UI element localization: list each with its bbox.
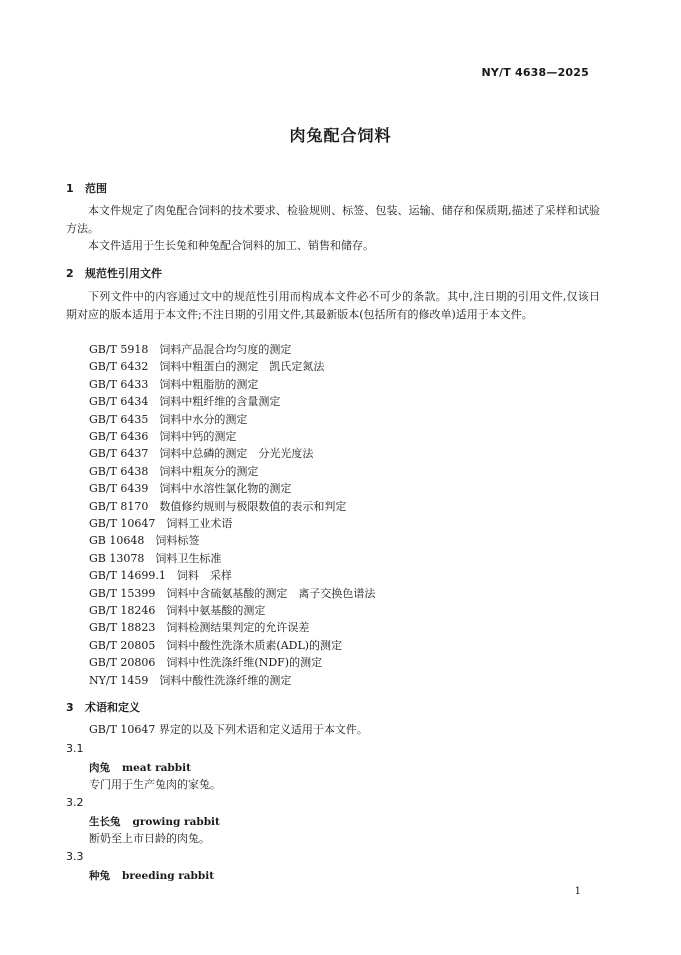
reference-code: GB 13078 xyxy=(89,551,145,565)
reference-item xyxy=(89,587,375,601)
page-number: 1 xyxy=(574,886,581,897)
reference-code: GB/T 10647 xyxy=(89,517,156,530)
term-number: 3.3 xyxy=(66,850,84,863)
reference-code: GB/T 20806 xyxy=(89,656,156,670)
reference-code: GB/T 6432 xyxy=(89,360,149,374)
reference-title: 饲料中含硫氨基酸的测定 离子交换色谱法 xyxy=(166,586,376,600)
reference-code: GB/T 6435 xyxy=(89,412,149,426)
reference-title: 饲料中钙的测定 xyxy=(159,430,237,443)
term-name-en: growing rabbit xyxy=(132,816,220,828)
reference-item xyxy=(89,656,322,670)
term-definition: 专门用于生产兔肉的家兔。 xyxy=(89,778,221,791)
terms-intro: GB/T 10647 界定的以及下列术语和定义适用于本文件。 xyxy=(89,723,368,736)
term-number: 3.1 xyxy=(66,742,84,755)
reference-code: GB/T 18823 xyxy=(89,621,156,635)
term-number: 3.2 xyxy=(66,796,84,809)
section-3-title: 术语和定义 xyxy=(85,701,140,714)
normative-references-intro: 下列文件中的内容通过文中的规范性引用而构成本文件必不可少的条款。其中,注日期的引用文件,仅该日期对应的版本适用于本文件;不注日期的引用文件,其最新版本(包括所有的修改单)适用于本文件。 xyxy=(66,290,600,321)
reference-item xyxy=(89,621,309,635)
reference-code: GB/T 6434 xyxy=(89,395,149,409)
reference-title: 饲料中粗纤维的含量测定 xyxy=(159,395,281,409)
term-name-en: breeding rabbit xyxy=(122,870,215,882)
term-name-en: meat rabbit xyxy=(122,762,191,774)
reference-title: 饲料中氨基酸的测定 xyxy=(166,604,266,617)
reference-item xyxy=(89,378,258,392)
reference-code: GB/T 8170 xyxy=(89,499,149,513)
reference-title: 数值修约规则与极限数值的表示和判定 xyxy=(159,499,347,513)
reference-title: 饲料中水分的测定 xyxy=(159,412,248,426)
reference-title: 饲料中性洗涤纤维(NDF)的测定 xyxy=(166,656,323,670)
reference-code: GB/T 6437 xyxy=(89,447,149,461)
reference-item xyxy=(89,639,342,653)
scope-paragraph-2: 本文件适用于生长兔和种兔配合饲料的加工、销售和储存。 xyxy=(88,239,374,252)
term-name xyxy=(89,760,191,775)
reference-title: 饲料工业术语 xyxy=(166,517,233,530)
reference-item xyxy=(89,482,291,496)
reference-code: GB/T 18246 xyxy=(89,604,156,617)
section-3-heading xyxy=(66,699,140,715)
reference-code: GB/T 6433 xyxy=(89,377,149,391)
section-2-title: 规范性引用文件 xyxy=(85,267,162,280)
reference-code: GB/T 6438 xyxy=(89,464,149,478)
reference-item xyxy=(89,360,324,374)
reference-item xyxy=(89,674,291,688)
section-2-number: 2 xyxy=(66,267,74,280)
reference-item xyxy=(89,552,221,566)
reference-item xyxy=(89,413,247,427)
reference-title: 饲料产品混合均匀度的测定 xyxy=(159,343,292,356)
reference-code: GB 10648 xyxy=(89,534,145,548)
reference-title: 饲料中粗蛋白的测定 凯氏定氮法 xyxy=(159,360,325,374)
reference-title: 饲料中酸性洗涤纤维的测定 xyxy=(159,673,292,687)
scope-paragraph-1: 本文件规定了肉兔配合饲料的技术要求、检验规则、标签、包装、运输、储存和保质期,描述了采样和试验方法。 xyxy=(66,204,600,235)
reference-item xyxy=(89,395,280,409)
reference-title: 饲料检测结果判定的允许误差 xyxy=(166,621,310,635)
reference-item xyxy=(89,604,265,618)
reference-code: GB/T 6439 xyxy=(89,482,149,496)
reference-title: 饲料标签 xyxy=(155,534,200,548)
reference-code: GB/T 14699.1 xyxy=(89,569,166,583)
section-1-title: 范围 xyxy=(85,182,107,195)
section-1-number: 1 xyxy=(66,182,74,195)
reference-item xyxy=(89,343,291,357)
reference-item xyxy=(89,500,346,514)
section-1-heading xyxy=(66,180,107,196)
reference-code: GB/T 20805 xyxy=(89,638,156,652)
reference-code: NY/T 1459 xyxy=(89,673,149,687)
reference-title: 饲料中水溶性氯化物的测定 xyxy=(159,482,292,496)
reference-code: GB/T 15399 xyxy=(89,586,156,600)
reference-title: 饲料中粗脂肪的测定 xyxy=(159,377,259,391)
reference-title: 饲料 采样 xyxy=(176,569,232,583)
reference-item xyxy=(89,517,232,531)
reference-title: 饲料中酸性洗涤木质素(ADL)的测定 xyxy=(166,638,343,652)
reference-item xyxy=(89,430,236,444)
section-2-heading xyxy=(66,265,162,281)
reference-item xyxy=(89,465,258,479)
reference-title: 饲料中粗灰分的测定 xyxy=(159,464,259,478)
reference-code: GB/T 5918 xyxy=(89,343,149,356)
term-name-cn: 种兔 xyxy=(89,870,110,882)
reference-item xyxy=(89,534,199,548)
term-name xyxy=(89,868,214,883)
reference-code: GB/T 6436 xyxy=(89,430,149,443)
term-name xyxy=(89,814,220,829)
document-title: 肉兔配合饲料 xyxy=(289,126,392,145)
term-name-cn: 肉兔 xyxy=(89,762,110,774)
section-3-number: 3 xyxy=(66,701,74,714)
reference-item xyxy=(89,569,232,583)
standard-number: NY/T 4638—2025 xyxy=(481,66,589,79)
reference-item xyxy=(89,447,313,461)
reference-title: 饲料中总磷的测定 分光光度法 xyxy=(159,447,314,461)
term-name-cn: 生长兔 xyxy=(89,816,121,828)
term-definition: 断奶至上市日龄的肉兔。 xyxy=(89,832,210,845)
reference-title: 饲料卫生标准 xyxy=(155,551,222,565)
